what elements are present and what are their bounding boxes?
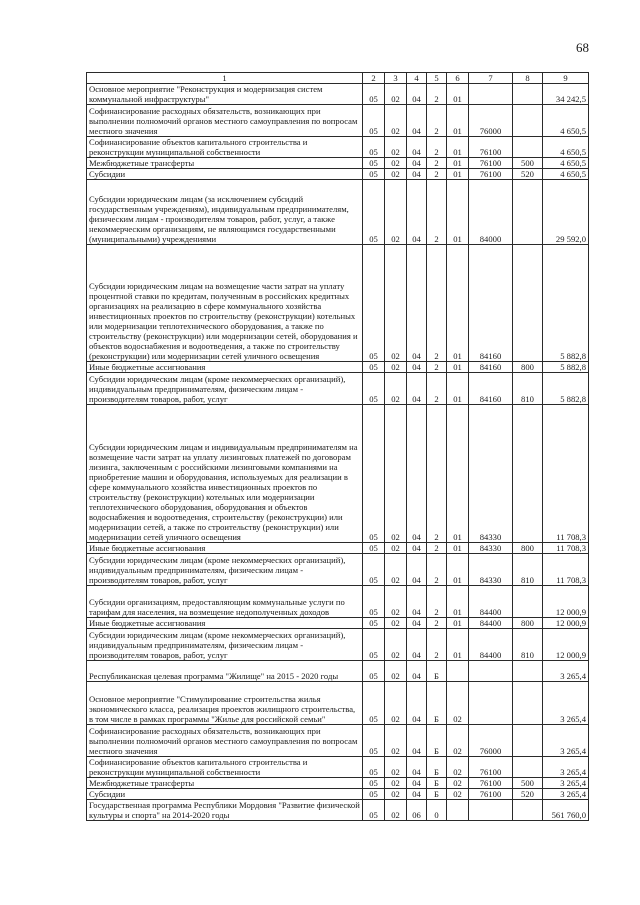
code-col8 — [513, 800, 543, 821]
code-col7: 76000 — [469, 105, 513, 137]
code-col4: 04 — [407, 180, 427, 245]
code-col4: 04 — [407, 84, 427, 105]
row-sum: 3 265,4 — [543, 725, 589, 757]
code-col6: 01 — [447, 586, 469, 618]
code-col5: 2 — [427, 362, 447, 373]
code-col3: 02 — [385, 405, 407, 543]
code-col4: 04 — [407, 373, 427, 405]
column-header: 7 — [469, 73, 513, 84]
code-col7: 76100 — [469, 169, 513, 180]
code-col8 — [513, 661, 543, 682]
code-col6: 01 — [447, 84, 469, 105]
column-header: 1 — [87, 73, 363, 84]
row-sum: 11 708,3 — [543, 554, 589, 586]
code-col5: Б — [427, 789, 447, 800]
table-row — [87, 84, 589, 105]
code-col4: 04 — [407, 405, 427, 543]
code-col5: 2 — [427, 105, 447, 137]
code-col6 — [447, 661, 469, 682]
row-sum: 34 242,5 — [543, 84, 589, 105]
code-col2: 05 — [363, 757, 385, 778]
code-col4: 04 — [407, 661, 427, 682]
code-col8: 520 — [513, 789, 543, 800]
code-col3: 02 — [385, 180, 407, 245]
code-col4: 04 — [407, 629, 427, 661]
table-row — [87, 180, 589, 245]
code-col7: 84330 — [469, 405, 513, 543]
column-header: 4 — [407, 73, 427, 84]
code-col3: 02 — [385, 757, 407, 778]
row-name: Софинансирование расходных обязательств, возникающих при выполнении полномочий органов местного самоуправления по вопросам местного значения — [87, 105, 363, 137]
row-name: Субсидии — [87, 169, 363, 180]
code-col6: 01 — [447, 169, 469, 180]
code-col7: 84330 — [469, 543, 513, 554]
table-row — [87, 800, 589, 821]
row-sum: 4 650,5 — [543, 169, 589, 180]
page-number: 68 — [576, 40, 589, 55]
code-col3: 02 — [385, 800, 407, 821]
code-col6: 01 — [447, 629, 469, 661]
row-sum: 5 882,8 — [543, 245, 589, 362]
row-name: Республиканская целевая программа "Жилище" на 2015 - 2020 годы — [87, 661, 363, 682]
code-col6: 01 — [447, 245, 469, 362]
row-name: Иные бюджетные ассигнования — [87, 362, 363, 373]
row-sum: 12 000,9 — [543, 629, 589, 661]
row-sum: 3 265,4 — [543, 757, 589, 778]
code-col3: 02 — [385, 618, 407, 629]
table-row — [87, 586, 589, 618]
code-col4: 04 — [407, 169, 427, 180]
code-col6: 01 — [447, 373, 469, 405]
code-col2: 05 — [363, 586, 385, 618]
table-row — [87, 373, 589, 405]
code-col5: 2 — [427, 84, 447, 105]
code-col7: 76100 — [469, 137, 513, 158]
row-name: Иные бюджетные ассигнования — [87, 543, 363, 554]
code-col5: 2 — [427, 405, 447, 543]
code-col4: 04 — [407, 137, 427, 158]
code-col5: Б — [427, 778, 447, 789]
table-row — [87, 158, 589, 169]
column-header: 5 — [427, 73, 447, 84]
code-col2: 05 — [363, 789, 385, 800]
table-row — [87, 362, 589, 373]
column-header: 9 — [543, 73, 589, 84]
code-col3: 02 — [385, 682, 407, 725]
code-col2: 05 — [363, 158, 385, 169]
code-col6: 02 — [447, 789, 469, 800]
row-sum: 29 592,0 — [543, 180, 589, 245]
code-col3: 02 — [385, 629, 407, 661]
code-col2: 05 — [363, 554, 385, 586]
code-col2: 05 — [363, 661, 385, 682]
code-col7: 76100 — [469, 778, 513, 789]
row-name: Субсидии юридическим лицам и индивидуальным предпринимателям на возмещение части затрат на уплату лизинговых платежей по договорам лизинга, заключенным с российскими лизинговыми компаниями на приобретение машин и оборудования, используемых для реализации в сфере коммунального хозяйства инвестиционных проектов по строительству (реконструкции) котельных или модернизации теплотехнического оборудования, оборудования и объектов водоснабжения и водоотведения, строительству (реконструкции) или модернизации сетей, а также по строительству (реконструкции) или модернизации сетей уличного освещения — [87, 405, 363, 543]
row-sum: 12 000,9 — [543, 618, 589, 629]
code-col4: 04 — [407, 105, 427, 137]
code-col8: 810 — [513, 629, 543, 661]
code-col7: 76100 — [469, 789, 513, 800]
code-col8 — [513, 725, 543, 757]
row-name: Основное мероприятие "Реконструкция и модернизация систем коммунальной инфраструктуры" — [87, 84, 363, 105]
code-col7: 84160 — [469, 373, 513, 405]
code-col8: 800 — [513, 618, 543, 629]
table-row — [87, 554, 589, 586]
code-col8 — [513, 682, 543, 725]
code-col5: 2 — [427, 137, 447, 158]
table-row — [87, 661, 589, 682]
row-sum: 4 650,5 — [543, 105, 589, 137]
code-col4: 04 — [407, 789, 427, 800]
table-row — [87, 629, 589, 661]
code-col7: 76100 — [469, 757, 513, 778]
row-name: Субсидии — [87, 789, 363, 800]
code-col2: 05 — [363, 405, 385, 543]
code-col4: 04 — [407, 778, 427, 789]
code-col4: 04 — [407, 158, 427, 169]
column-header: 6 — [447, 73, 469, 84]
code-col5: Б — [427, 757, 447, 778]
code-col5: 2 — [427, 586, 447, 618]
code-col4: 04 — [407, 245, 427, 362]
code-col6: 01 — [447, 362, 469, 373]
code-col7: 76100 — [469, 158, 513, 169]
code-col4: 04 — [407, 725, 427, 757]
code-col4: 04 — [407, 543, 427, 554]
code-col6: 01 — [447, 180, 469, 245]
row-name: Субсидии юридическим лицам (кроме некоммерческих организаций), индивидуальным предпринимателям, физическим лицам - производителям товаров, работ, услуг — [87, 373, 363, 405]
code-col8: 800 — [513, 362, 543, 373]
row-sum: 3 265,4 — [543, 778, 589, 789]
table-row — [87, 543, 589, 554]
code-col7 — [469, 661, 513, 682]
code-col2: 05 — [363, 629, 385, 661]
code-col6: 01 — [447, 158, 469, 169]
row-name: Субсидии юридическим лицам на возмещение части затрат на уплату процентной ставки по кредитам, полученным в российских кредитных организациях на реализацию в сфере коммунального хозяйства инвестиционных проектов по строительству (реконструкции) котельных или модернизации теплотехнического оборудования, а также по строительству (реконструкции) или модернизации сетей, оборудования и объектов водоснабжения и водоотведения, а также по строительству (реконструкции) или модернизации сетей уличного освещения — [87, 245, 363, 362]
table-row — [87, 169, 589, 180]
code-col6: 02 — [447, 725, 469, 757]
code-col5: 2 — [427, 180, 447, 245]
code-col7: 84160 — [469, 245, 513, 362]
code-col7: 84400 — [469, 586, 513, 618]
code-col6: 02 — [447, 778, 469, 789]
code-col4: 04 — [407, 554, 427, 586]
code-col6: 02 — [447, 682, 469, 725]
row-sum: 12 000,9 — [543, 586, 589, 618]
table-row — [87, 137, 589, 158]
row-sum: 11 708,3 — [543, 543, 589, 554]
code-col2: 05 — [363, 800, 385, 821]
code-col8 — [513, 84, 543, 105]
code-col7 — [469, 800, 513, 821]
code-col3: 02 — [385, 362, 407, 373]
row-sum: 3 265,4 — [543, 682, 589, 725]
code-col8 — [513, 245, 543, 362]
code-col6: 01 — [447, 554, 469, 586]
code-col4: 04 — [407, 682, 427, 725]
code-col2: 05 — [363, 682, 385, 725]
row-name: Основное мероприятие "Стимулирование строительства жилья экономического класса, реализация проектов жилищного строительства, в том числе в рамках программы "Жилье для российской семьи" — [87, 682, 363, 725]
row-name: Софинансирование объектов капитального строительства и реконструкции муниципальной собственности — [87, 757, 363, 778]
code-col7 — [469, 682, 513, 725]
code-col8 — [513, 405, 543, 543]
code-col4: 04 — [407, 362, 427, 373]
column-header: 2 — [363, 73, 385, 84]
code-col3: 02 — [385, 554, 407, 586]
code-col2: 05 — [363, 180, 385, 245]
row-name: Субсидии юридическим лицам (кроме некоммерческих организаций), индивидуальным предпринимателям, физическим лицам - производителям товаров, работ, услуг — [87, 629, 363, 661]
table-header-row — [87, 73, 589, 84]
code-col5: 2 — [427, 245, 447, 362]
table-row — [87, 725, 589, 757]
code-col4: 04 — [407, 618, 427, 629]
code-col2: 05 — [363, 169, 385, 180]
code-col3: 02 — [385, 158, 407, 169]
code-col2: 05 — [363, 362, 385, 373]
code-col5: Б — [427, 682, 447, 725]
code-col3: 02 — [385, 725, 407, 757]
table-row — [87, 245, 589, 362]
code-col3: 02 — [385, 84, 407, 105]
row-sum: 561 760,0 — [543, 800, 589, 821]
code-col6: 01 — [447, 543, 469, 554]
code-col7: 84330 — [469, 554, 513, 586]
row-sum: 4 650,5 — [543, 158, 589, 169]
table-row — [87, 405, 589, 543]
code-col8: 800 — [513, 543, 543, 554]
code-col3: 02 — [385, 169, 407, 180]
code-col6: 01 — [447, 618, 469, 629]
code-col5: 0 — [427, 800, 447, 821]
code-col5: Б — [427, 725, 447, 757]
code-col2: 05 — [363, 618, 385, 629]
column-header: 3 — [385, 73, 407, 84]
row-sum: 3 265,4 — [543, 789, 589, 800]
code-col6: 01 — [447, 405, 469, 543]
code-col3: 02 — [385, 105, 407, 137]
code-col2: 05 — [363, 84, 385, 105]
row-sum: 11 708,3 — [543, 405, 589, 543]
code-col8 — [513, 137, 543, 158]
table-row — [87, 789, 589, 800]
row-name: Субсидии организациям, предоставляющим коммунальные услуги по тарифам для населения, на возмещение недополученных доходов — [87, 586, 363, 618]
code-col3: 02 — [385, 137, 407, 158]
code-col3: 02 — [385, 778, 407, 789]
code-col7: 76000 — [469, 725, 513, 757]
row-name: Межбюджетные трансферты — [87, 778, 363, 789]
row-name: Субсидии юридическим лицам (за исключением субсидий государственным учреждениям), индивидуальным предпринимателям, физическим лицам - производителям товаров, работ, услуг, а также некоммерческим организациям, не являющимся государственными (муниципальными) учреждениями — [87, 180, 363, 245]
row-name: Софинансирование расходных обязательств, возникающих при выполнении полномочий органов местного самоуправления по вопросам местного значения — [87, 725, 363, 757]
code-col6: 02 — [447, 757, 469, 778]
column-header: 8 — [513, 73, 543, 84]
code-col3: 02 — [385, 245, 407, 362]
budget-table — [86, 72, 589, 821]
code-col8: 810 — [513, 554, 543, 586]
code-col5: 2 — [427, 629, 447, 661]
row-sum: 5 882,8 — [543, 362, 589, 373]
code-col6 — [447, 800, 469, 821]
code-col3: 02 — [385, 543, 407, 554]
code-col6: 01 — [447, 137, 469, 158]
code-col4: 04 — [407, 586, 427, 618]
code-col7: 84400 — [469, 618, 513, 629]
code-col3: 02 — [385, 789, 407, 800]
code-col5: 2 — [427, 373, 447, 405]
code-col5: Б — [427, 661, 447, 682]
table-row — [87, 682, 589, 725]
row-sum: 5 882,8 — [543, 373, 589, 405]
code-col2: 05 — [363, 373, 385, 405]
code-col5: 2 — [427, 618, 447, 629]
code-col8 — [513, 105, 543, 137]
code-col5: 2 — [427, 543, 447, 554]
code-col2: 05 — [363, 725, 385, 757]
code-col4: 04 — [407, 757, 427, 778]
code-col2: 05 — [363, 778, 385, 789]
code-col3: 02 — [385, 586, 407, 618]
code-col2: 05 — [363, 105, 385, 137]
row-name: Межбюджетные трансферты — [87, 158, 363, 169]
code-col3: 02 — [385, 661, 407, 682]
code-col5: 2 — [427, 554, 447, 586]
row-name: Субсидии юридическим лицам (кроме некоммерческих организаций), индивидуальным предпринимателям, физическим лицам - производителям товаров, работ, услуг — [87, 554, 363, 586]
code-col2: 05 — [363, 137, 385, 158]
code-col8: 520 — [513, 169, 543, 180]
row-name: Софинансирование объектов капитального строительства и реконструкции муниципальной собственности — [87, 137, 363, 158]
code-col8: 500 — [513, 778, 543, 789]
row-sum: 4 650,5 — [543, 137, 589, 158]
code-col8: 500 — [513, 158, 543, 169]
code-col7: 84400 — [469, 629, 513, 661]
table-row — [87, 757, 589, 778]
code-col3: 02 — [385, 373, 407, 405]
code-col8: 810 — [513, 373, 543, 405]
code-col5: 2 — [427, 169, 447, 180]
code-col4: 06 — [407, 800, 427, 821]
code-col5: 2 — [427, 158, 447, 169]
row-name: Государственная программа Республики Мордовия "Развитие физической культуры и спорта" на 2014-2020 годы — [87, 800, 363, 821]
table-row — [87, 105, 589, 137]
code-col6: 01 — [447, 105, 469, 137]
code-col7: 84000 — [469, 180, 513, 245]
table-row — [87, 618, 589, 629]
table-row — [87, 778, 589, 789]
table-body — [87, 73, 589, 821]
code-col2: 05 — [363, 543, 385, 554]
row-name: Иные бюджетные ассигнования — [87, 618, 363, 629]
code-col8 — [513, 586, 543, 618]
code-col7: 84160 — [469, 362, 513, 373]
code-col2: 05 — [363, 245, 385, 362]
row-sum: 3 265,4 — [543, 661, 589, 682]
code-col7 — [469, 84, 513, 105]
code-col8 — [513, 180, 543, 245]
code-col8 — [513, 757, 543, 778]
